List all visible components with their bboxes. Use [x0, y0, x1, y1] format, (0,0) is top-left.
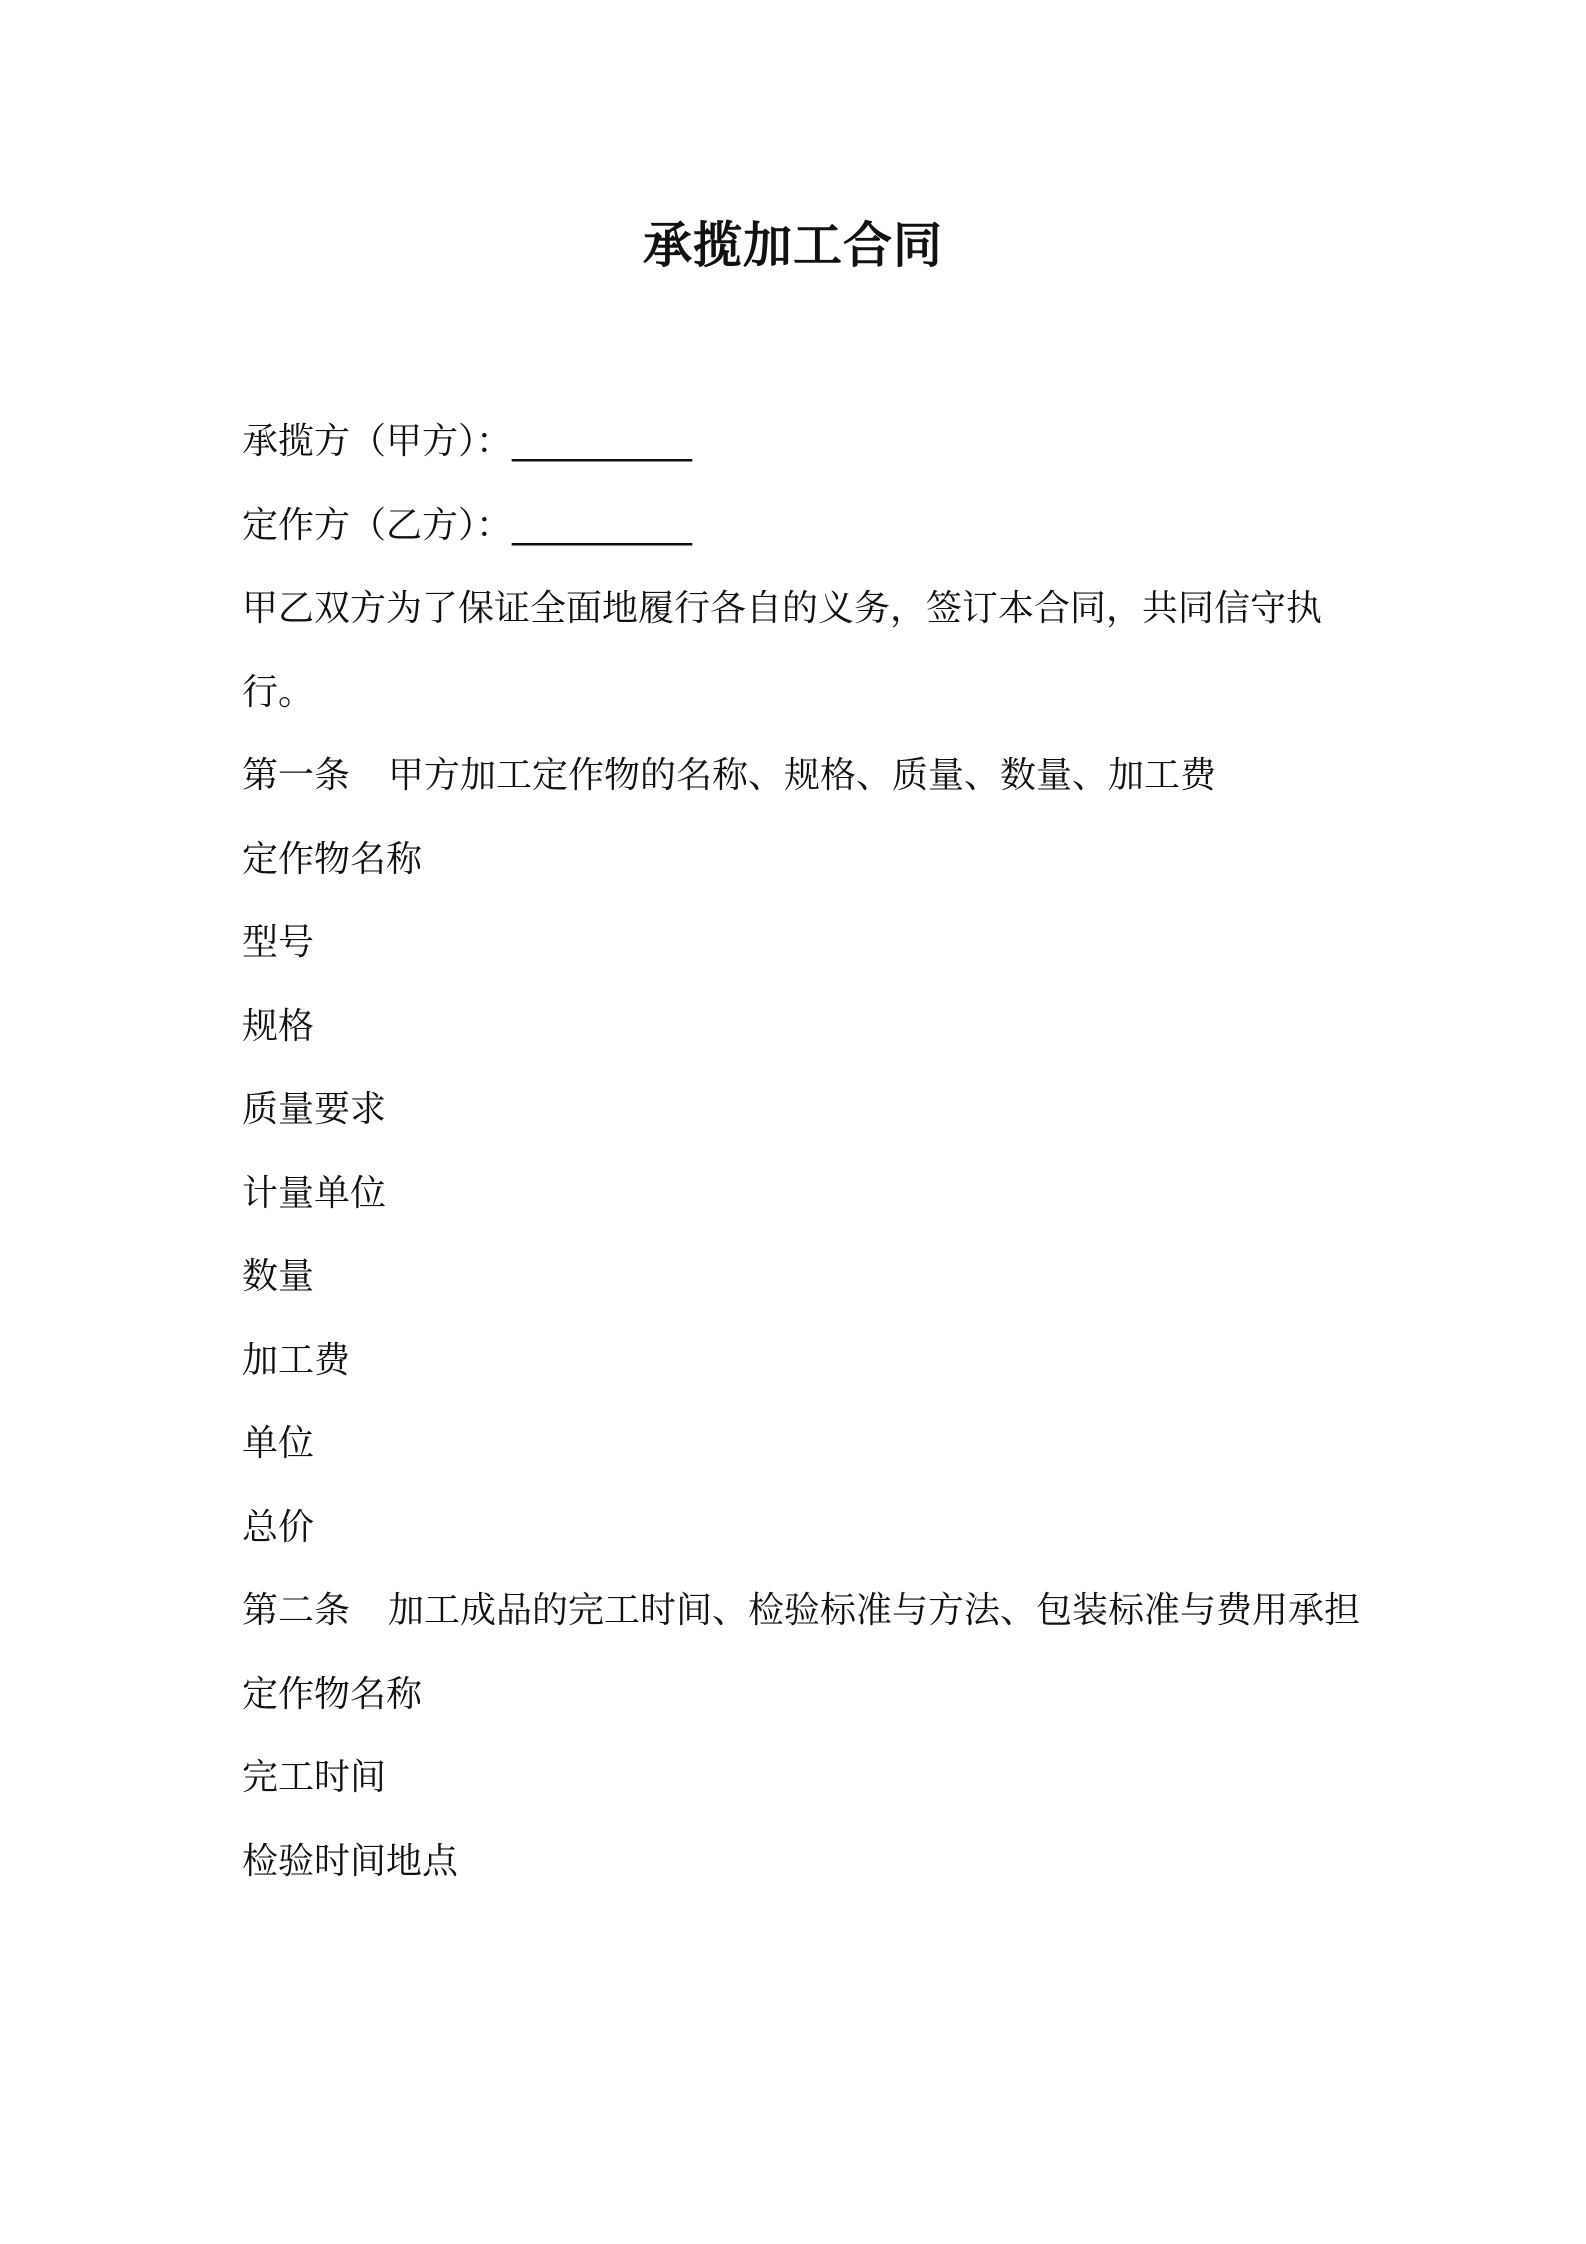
party-b-label: 定作方（乙方）：	[242, 504, 513, 546]
article-2-item: 检验时间地点	[242, 1840, 459, 1882]
article-1-item: 加工费	[242, 1339, 351, 1381]
party-b-line	[242, 484, 1362, 568]
party-a-line	[242, 400, 1362, 484]
article-1-item: 计量单位	[242, 1172, 387, 1214]
article-1-item: 型号	[242, 922, 315, 963]
article-1-item: 数量	[242, 1256, 315, 1297]
article-1-item: 质量要求	[242, 1089, 387, 1130]
party-a-blank: __________	[512, 421, 693, 462]
article-2-number: 第二条	[242, 1590, 351, 1631]
article-2-heading	[242, 1569, 1362, 1653]
article-2-item: 定作物名称	[242, 1673, 423, 1715]
document-body	[242, 400, 1362, 1903]
article-2-item: 完工时间	[242, 1757, 387, 1798]
article-2-title: 加工成品的完工时间、检验标准与方法、包装标准与费用承担	[388, 1590, 1361, 1631]
article-1-item: 定作物名称	[242, 838, 423, 880]
preamble-paragraph: 甲乙双方为了保证全面地履行各自的义务，签订本合同，共同信守执行。	[242, 588, 1323, 713]
article-1-item: 单位	[242, 1423, 315, 1464]
article-1-heading	[242, 734, 1362, 818]
article-1-item: 规格	[242, 1005, 315, 1047]
article-1-title: 甲方加工定作物的名称、规格、质量、数量、加工费	[388, 755, 1217, 796]
article-1-number: 第一条	[242, 755, 351, 796]
party-a-label: 承揽方（甲方）：	[242, 421, 513, 462]
document-title: 承揽加工合同	[642, 217, 943, 274]
article-1-item: 总价	[242, 1506, 315, 1548]
party-b-blank: __________	[512, 504, 693, 546]
